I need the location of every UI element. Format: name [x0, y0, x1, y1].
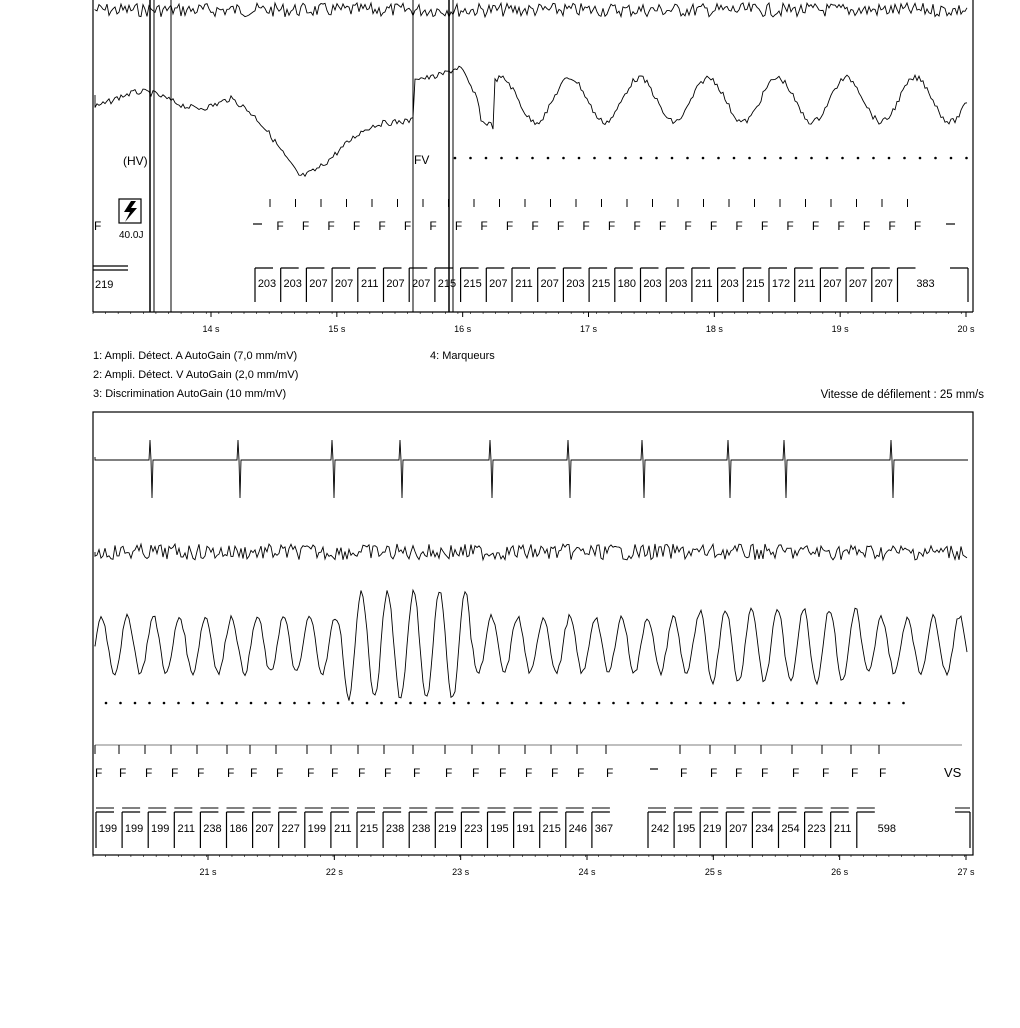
detection-dot	[569, 702, 572, 705]
detection-dot	[655, 157, 658, 160]
marker-label: F	[276, 219, 284, 233]
marker-label: F	[227, 766, 235, 780]
detection-dot	[547, 157, 550, 160]
detection-dot	[872, 157, 875, 160]
detection-dot	[467, 702, 470, 705]
scroll-speed-label: Vitesse de défilement : 25 mm/s	[820, 389, 984, 401]
detection-dot	[525, 702, 528, 705]
detection-dot	[888, 157, 891, 160]
marker-label: F	[327, 219, 335, 233]
detection-dot	[293, 702, 296, 705]
detection-dot	[583, 702, 586, 705]
detection-dot	[764, 157, 767, 160]
interval-value: 195	[676, 823, 696, 835]
detection-dot	[221, 702, 224, 705]
marker-label: F	[384, 766, 392, 780]
interval-value: 211	[833, 823, 852, 835]
marker-label: F	[822, 766, 830, 780]
axis-tick-label: 24 s	[578, 867, 596, 877]
detection-dot	[627, 702, 630, 705]
detection-dot	[795, 157, 798, 160]
marker-label: F	[358, 766, 366, 780]
detection-dot	[965, 157, 968, 160]
marker-label: F	[735, 766, 743, 780]
interval-value: 199	[151, 823, 170, 835]
marker-label: F	[119, 766, 127, 780]
detection-dot	[826, 157, 829, 160]
marker-label: F	[499, 766, 507, 780]
trace-ventricular-egm	[95, 3, 967, 17]
detection-dot	[612, 702, 615, 705]
detection-dot	[671, 157, 674, 160]
detection-dot	[578, 157, 581, 160]
marker-label: F	[531, 219, 539, 233]
marker-label: F	[709, 219, 718, 233]
top-traces	[95, 3, 968, 176]
detection-dot	[815, 702, 818, 705]
detection-dot	[748, 157, 751, 160]
interval-value: 172	[771, 278, 791, 290]
first-interval-label: 219	[95, 279, 114, 291]
interval-value: 203	[643, 278, 662, 290]
marker-label: F	[413, 766, 421, 780]
interval-value: 238	[203, 823, 222, 835]
top-interval-channel	[93, 266, 968, 302]
interval-value: 207	[255, 823, 274, 835]
detection-dot	[531, 157, 534, 160]
marker-label: F	[331, 766, 339, 780]
marker-label: F	[811, 219, 820, 233]
detection-dot	[888, 702, 891, 705]
interval-value: 191	[516, 823, 535, 835]
detection-dot	[496, 702, 499, 705]
marker-label: F	[445, 766, 453, 780]
interval-value: 199	[98, 823, 118, 835]
axis-tick-label: 21 s	[199, 867, 217, 877]
marker-label: F	[888, 219, 896, 233]
interval-value: 598	[877, 823, 896, 835]
interval-value: 207	[540, 278, 559, 290]
marker-label: F	[556, 219, 565, 233]
detection-dot	[779, 157, 782, 160]
detection-dot	[279, 702, 282, 705]
detection-dot	[641, 702, 644, 705]
detection-dot	[264, 702, 267, 705]
detection-dot	[554, 702, 557, 705]
interval-value: 211	[515, 278, 533, 290]
interval-value: 242	[650, 823, 670, 835]
marker-label: F	[307, 766, 315, 780]
detection-dot	[903, 157, 906, 160]
marker-label: F	[879, 766, 887, 780]
legend-line-3: 3: Discrimination AutoGain (10 mm/mV)	[93, 388, 287, 400]
marker-label: F	[607, 219, 616, 233]
detection-dot	[148, 702, 151, 705]
axis-tick-label: 14 s	[202, 324, 220, 334]
detection-dot	[717, 157, 720, 160]
marker-label: F	[792, 766, 800, 780]
marker-label: F	[95, 766, 103, 780]
marker-label: F	[480, 219, 488, 233]
detection-dot	[656, 702, 659, 705]
detection-dot	[801, 702, 804, 705]
interval-value: 215	[359, 823, 379, 835]
marker-label: F	[786, 219, 794, 233]
detection-dot	[919, 157, 922, 160]
detection-dot	[366, 702, 369, 705]
detection-dot	[424, 702, 427, 705]
detection-dot	[699, 702, 702, 705]
interval-value: 211	[695, 278, 713, 290]
marker-label: F	[680, 766, 688, 780]
shock-icon	[119, 199, 141, 223]
detection-dot	[844, 702, 847, 705]
detection-dot	[772, 702, 775, 705]
marker-label: F	[658, 219, 667, 233]
top-time-axis	[93, 312, 975, 334]
detection-dot	[873, 702, 876, 705]
detection-dot	[640, 157, 643, 160]
legend-line-4: 4: Marqueurs	[430, 350, 495, 362]
marker-label: F	[276, 766, 284, 780]
detection-dot	[192, 702, 195, 705]
trace-discrimination	[95, 590, 967, 700]
interval-value: 219	[438, 823, 457, 835]
detection-dot	[685, 702, 688, 705]
interval-value: 211	[177, 823, 196, 835]
detection-dot	[598, 702, 601, 705]
detection-dot	[454, 157, 457, 160]
marker-label: F	[761, 766, 769, 780]
marker-label: F	[403, 219, 412, 233]
detection-dot	[380, 702, 383, 705]
axis-tick-label: 26 s	[831, 867, 849, 877]
detection-dot	[686, 157, 689, 160]
top-panel	[93, 0, 973, 312]
detection-dot	[950, 157, 953, 160]
marker-label: F	[250, 766, 258, 780]
interval-value: 195	[490, 823, 509, 835]
detection-dot	[485, 157, 488, 160]
marker-label: F	[633, 219, 641, 233]
marker-label: F	[837, 219, 845, 233]
detection-dot	[469, 157, 472, 160]
marker-label: F	[378, 219, 386, 233]
axis-tick-label: 22 s	[325, 867, 343, 877]
detection-dot	[322, 702, 325, 705]
detection-dot	[786, 702, 789, 705]
bottom-panel-border	[93, 412, 973, 855]
interval-value: 207	[386, 278, 405, 290]
axis-tick-label: 16 s	[454, 324, 472, 334]
marker-label: F	[582, 219, 590, 233]
detection-dot	[337, 702, 340, 705]
detection-dot	[134, 702, 137, 705]
interval-value: 207	[309, 278, 328, 290]
detection-dot	[841, 157, 844, 160]
legend-line-2: 2: Ampli. Détect. V AutoGain (2,0 mm/mV)	[93, 369, 299, 381]
legend-line-1: 1: Ampli. Détect. A AutoGain (7,0 mm/mV)	[93, 350, 298, 362]
detection-dot	[409, 702, 412, 705]
marker-label: F	[171, 766, 179, 780]
interval-value: 180	[617, 278, 636, 290]
top-marker-channel	[94, 199, 955, 233]
interval-value: 215	[542, 823, 561, 835]
axis-tick-label: 17 s	[579, 324, 598, 334]
interval-value: 367	[594, 823, 614, 835]
marker-label: F	[472, 766, 480, 780]
marker-label: F	[525, 766, 533, 780]
legend	[93, 350, 984, 401]
marker-label: F	[862, 219, 871, 233]
detection-dot	[177, 702, 180, 705]
detection-dot	[511, 702, 514, 705]
detection-dot	[728, 702, 731, 705]
interval-value: 203	[720, 278, 739, 290]
axis-tick-label: 15 s	[328, 324, 346, 334]
detection-dot	[500, 157, 503, 160]
detection-dot	[609, 157, 612, 160]
detection-dot	[308, 702, 311, 705]
interval-value: 207	[848, 278, 868, 290]
axis-tick-label: 23 s	[452, 867, 470, 877]
interval-value: 227	[281, 823, 300, 835]
detection-dot	[859, 702, 862, 705]
detection-dot	[562, 157, 565, 160]
detection-dot	[453, 702, 456, 705]
axis-tick-label: 19 s	[831, 324, 849, 334]
shock-energy-label: 40.0J	[119, 230, 144, 241]
interval-value: 223	[464, 823, 483, 835]
marker-label: F	[454, 219, 463, 233]
detection-dot	[733, 157, 736, 160]
interval-value: 203	[669, 278, 688, 290]
marker-label: F	[913, 219, 922, 233]
detection-dot	[482, 702, 485, 705]
interval-value: 203	[283, 278, 302, 290]
marker-label: F	[94, 219, 102, 233]
interval-value: 211	[334, 823, 352, 835]
detection-dot	[670, 702, 673, 705]
trace-atrial-egm	[95, 440, 968, 498]
marker-label: F	[429, 219, 437, 233]
marker-label: F	[760, 219, 769, 233]
interval-value: 238	[412, 823, 431, 835]
marker-label: F	[684, 219, 692, 233]
axis-tick-label: 20 s	[957, 324, 975, 334]
interval-value: 238	[385, 823, 405, 835]
marker-label: F	[505, 219, 514, 233]
detection-dot	[235, 702, 238, 705]
interval-value: 211	[361, 278, 379, 290]
bottom-interval-channel	[96, 808, 970, 848]
bottom-marker-channel	[95, 745, 962, 780]
marker-label: F	[851, 766, 859, 780]
detection-dot	[757, 702, 760, 705]
bottom-traces	[95, 440, 968, 704]
detection-dot	[702, 157, 705, 160]
interval-value: 215	[437, 278, 457, 290]
marker-label: F	[352, 219, 361, 233]
interval-value: 207	[823, 278, 842, 290]
detection-dot	[593, 157, 596, 160]
marker-label: F	[197, 766, 205, 780]
interval-value: 199	[307, 823, 326, 835]
detection-dot	[163, 702, 166, 705]
detection-dot	[206, 702, 209, 705]
detection-dot	[902, 702, 905, 705]
interval-value: 223	[807, 823, 826, 835]
detection-dot	[810, 157, 813, 160]
detection-dot	[119, 702, 122, 705]
marker-label: F	[606, 766, 614, 780]
trace-discrimination	[95, 66, 967, 176]
interval-value: 207	[729, 823, 748, 835]
interval-value: 207	[489, 278, 508, 290]
interval-value: 215	[746, 278, 765, 290]
bottom-panel	[93, 412, 973, 855]
marker-label: F	[735, 219, 743, 233]
interval-value: 254	[781, 823, 800, 835]
detection-dot	[743, 702, 746, 705]
axis-tick-label: 25 s	[704, 867, 722, 877]
detection-dot	[250, 702, 253, 705]
marker-label: F	[551, 766, 559, 780]
detection-dot	[714, 702, 717, 705]
detection-dot	[395, 702, 398, 705]
interval-value: 207	[874, 278, 893, 290]
marker-label: F	[710, 766, 718, 780]
interval-value: 186	[229, 823, 248, 835]
marker-label: F	[145, 766, 153, 780]
interval-value: 199	[124, 823, 144, 835]
interval-value: 211	[797, 278, 816, 290]
bottom-time-axis	[93, 855, 975, 877]
detection-dot	[857, 157, 860, 160]
detection-dot	[934, 157, 937, 160]
detection-dot	[351, 702, 354, 705]
interval-value: 219	[703, 823, 722, 835]
interval-value: 215	[591, 278, 611, 290]
interval-value: 203	[257, 278, 277, 290]
marker-label: F	[301, 219, 310, 233]
detection-dot	[105, 702, 108, 705]
fv-label: FV	[414, 153, 430, 167]
vs-label: VS	[944, 765, 962, 780]
interval-value: 246	[568, 823, 587, 835]
axis-tick-label: 27 s	[957, 867, 975, 877]
interval-value: 234	[755, 823, 774, 835]
detection-dot	[438, 702, 441, 705]
interval-value: 203	[566, 278, 585, 290]
interval-value: 215	[463, 278, 482, 290]
detection-dot	[540, 702, 543, 705]
interval-value: 207	[334, 278, 354, 290]
marker-label: F	[577, 766, 585, 780]
hv-label: (HV)	[123, 154, 148, 168]
interval-value: 383	[916, 278, 935, 290]
detection-dot	[830, 702, 833, 705]
axis-tick-label: 18 s	[705, 324, 723, 334]
trace-ventricular-egm	[95, 544, 967, 560]
detection-dot	[624, 157, 627, 160]
interval-value: 207	[412, 278, 431, 290]
detection-dot	[516, 157, 519, 160]
